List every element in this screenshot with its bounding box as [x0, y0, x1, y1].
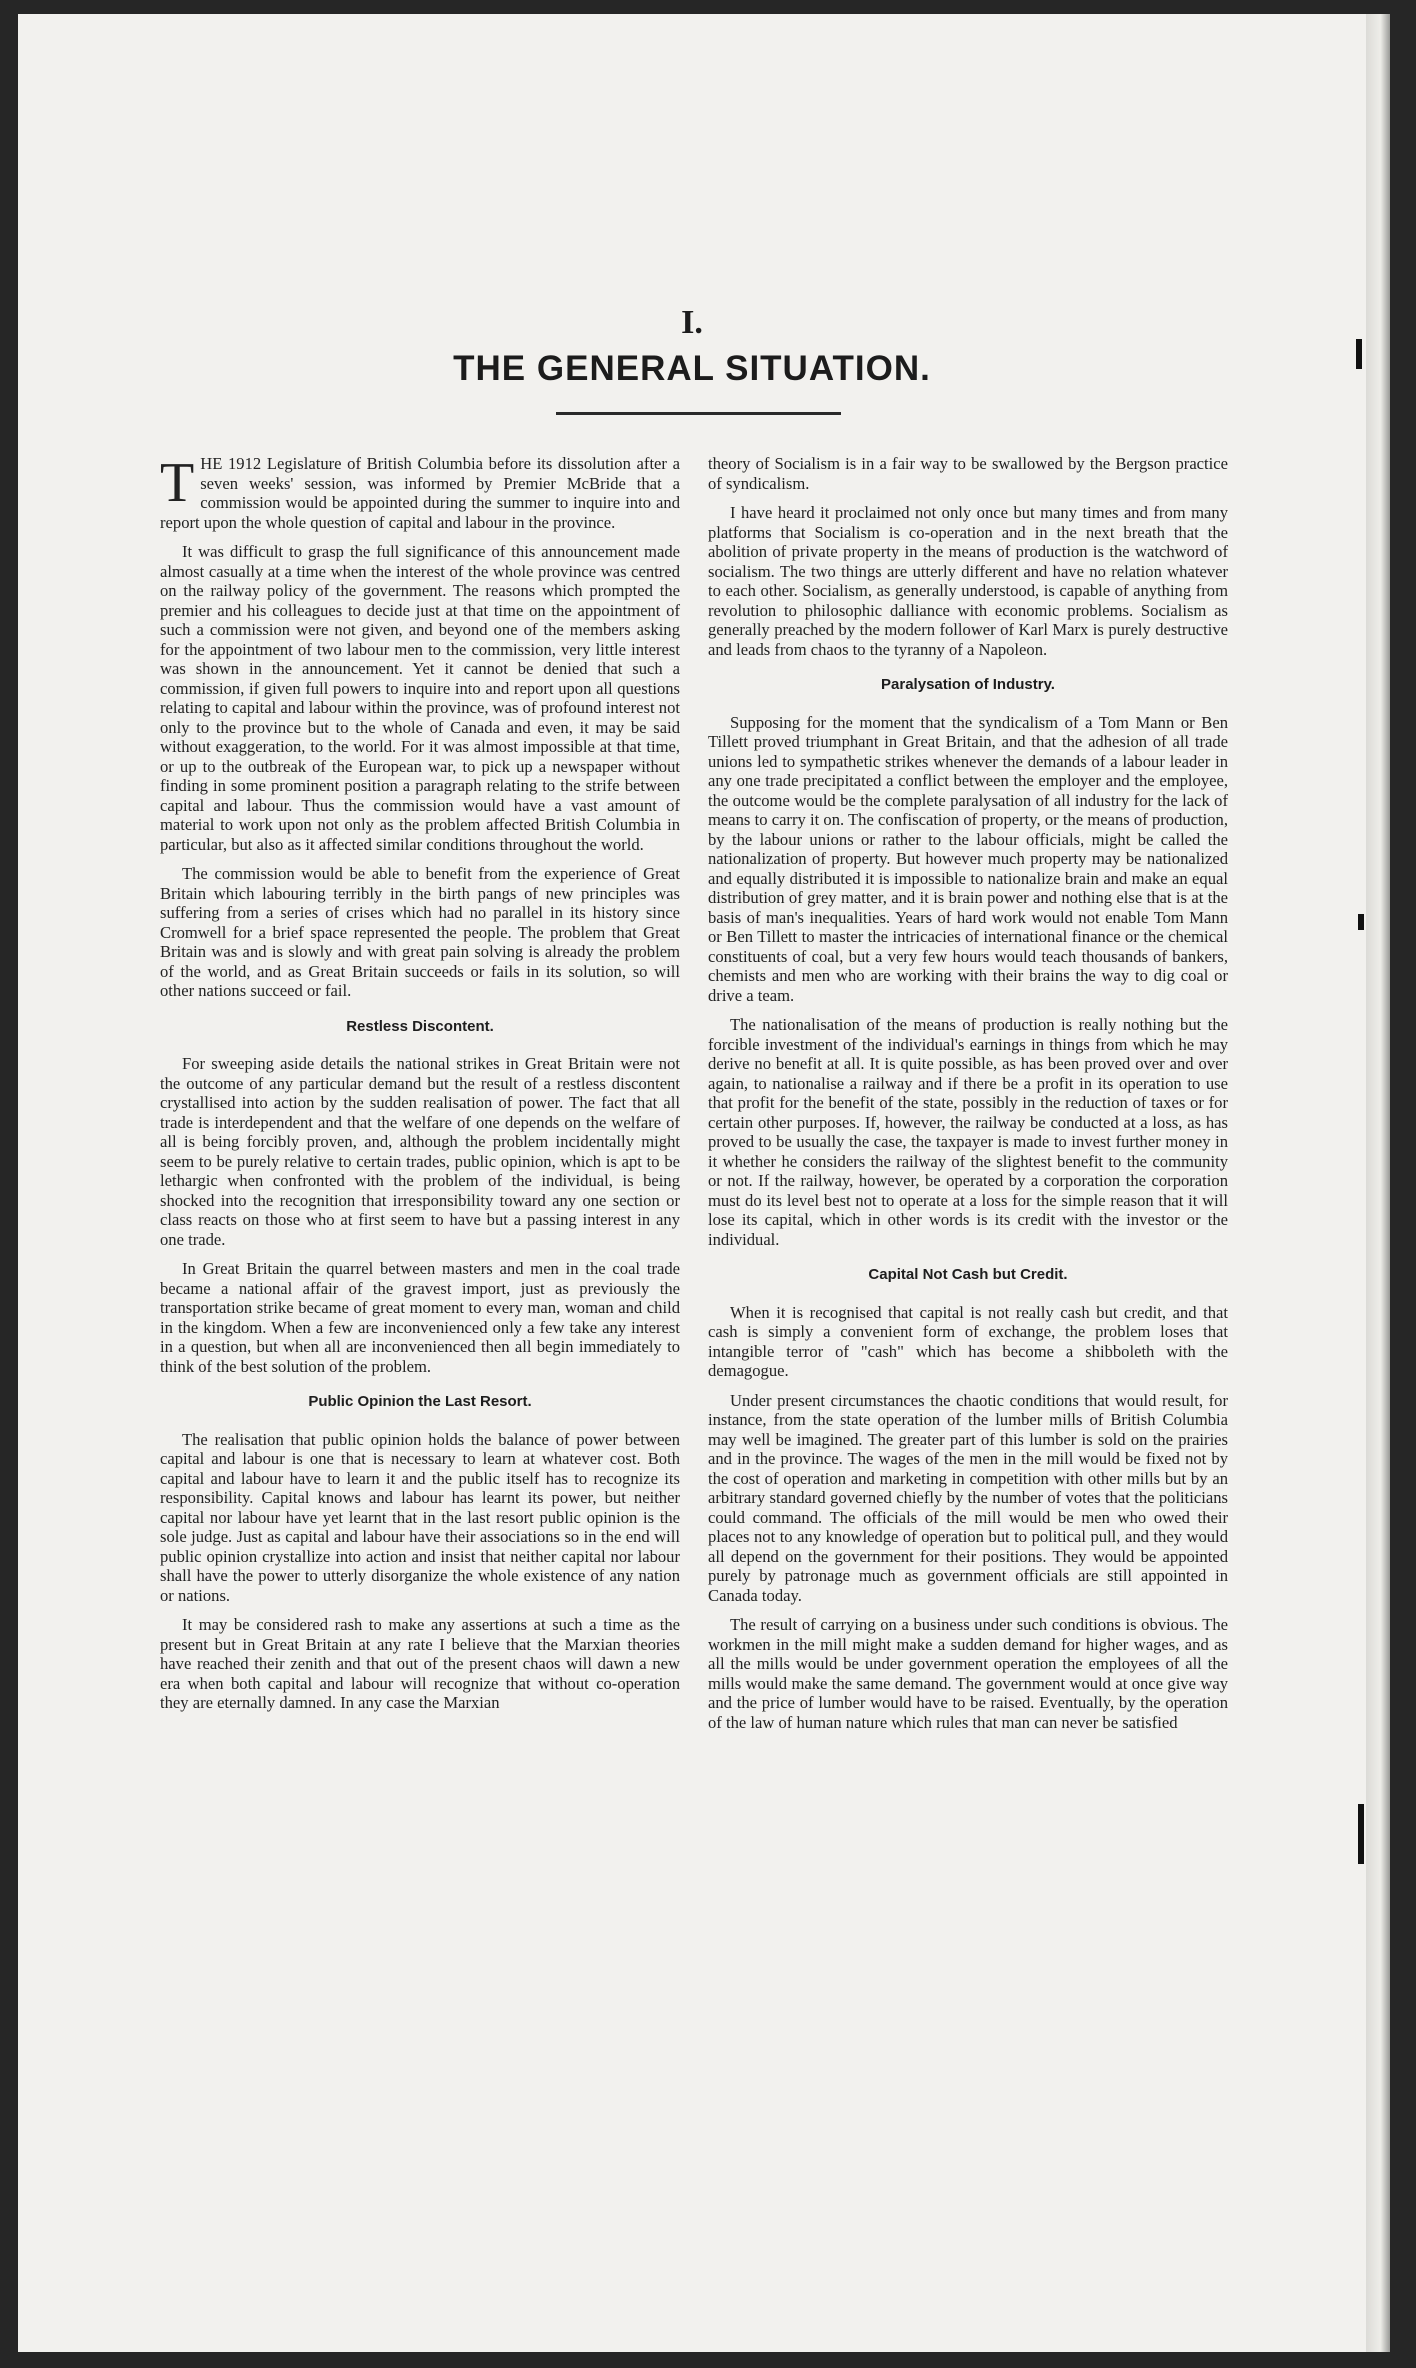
paragraph: Supposing for the moment that the syndicalism of a Tom Mann or Ben Tillett proved triumphant in Great Britain, and that the adhesion of all trade unions led to sympathetic strikes whenever the demands of a labour leader in any one trade precipitated a conflict between the employer and the employee, the outcome would be the complete paralysation of all industry for the lack of means to carry it on. The confiscation of property, or the means of production, by the labour unions or rather to the labour officials, might be called the nationalization of property. But however much property may be nationalized and equally distributed it is impossible to nationalize brain and make an equal distribution of grey matter, and it is brain power and nothing else that is at the basis of man's inequalities. Years of hard work would not enable Tom Mann or Ben Tillett to master the intricacies of international finance or the chemical constituents of coal, but a very few hours would teach thousands of bankers, chemists and men who are working with their brains the way to dig coal or drive a team. — [708, 712, 1228, 1005]
page-mark — [1358, 914, 1364, 930]
drop-cap: T — [160, 452, 195, 514]
chapter-number: I. — [681, 304, 703, 341]
paragraph: theory of Socialism is in a fair way to be swallowed by the Bergson practice of syndicalism. — [708, 454, 1228, 493]
page-mark — [1356, 339, 1362, 369]
paragraph — [160, 454, 680, 532]
section-heading: Capital Not Cash but Credit. — [868, 1266, 1068, 1283]
left-column — [160, 454, 680, 1723]
paragraph: I have heard it proclaimed not only once but many times and from many platforms that Socialism is co-operation and in the next breath that the abolition of private property in the means of production is the watchword of socialism. The two things are utterly different and have no relation whatever to each other. Socialism, as generally understood, is capable of anything from revolution to philosophic dalliance with economic problems. Socialism as generally preached by the modern follower of Karl Marx is purely destructive and leads from chaos to the tyranny of a Napoleon. — [708, 503, 1228, 659]
paragraph: When it is recognised that capital is not really cash but credit, and that cash is simply a convenient form of exchange, the problem loses that intangible terror of "cash" which has become a shibboleth with the demagogue. — [708, 1302, 1228, 1380]
adjacent-page-edge — [1366, 14, 1390, 2352]
paragraph: The realisation that public opinion holds the balance of power between capital and labour is one that is necessary to learn at whatever cost. Both capital and labour have to learn it and the public itself has to recognize its responsibility. Capital knows and labour has learnt its power, but neither capital nor labour have yet learnt that in the last resort public opinion is the sole judge. Just as capital and labour have their associations so in the end will public opinion crystallize into action and insist that neither capital nor labour shall have the power to utterly disorganize the whole existence of any nation or nations. — [160, 1429, 680, 1605]
paragraph: For sweeping aside details the national strikes in Great Britain were not the outcome of any particular demand but the result of a restless discontent crystallised into action by the sudden realisation of power. The fact that all trade is interdependent and that the welfare of one depends on the welfare of all is being forcibly proven, and, although the problem incidentally might seem to be purely relative to certain trades, public opinion, which is apt to be lethargic when confronted with the problem of the individual, is being shocked into the recognition that irresponsibility toward any one section or class reacts on those who at first seem to have but a passing interest in any one trade. — [160, 1054, 680, 1249]
section-heading: Paralysation of Industry. — [881, 676, 1055, 693]
paragraph: Under present circumstances the chaotic conditions that would result, for instance, from the state operation of the lumber mills of British Columbia may well be imagined. The greater part of this lumber is sold on the prairies and in the province. The wages of the men in the mill would be fixed not by the cost of operation and marketing in competition with other mills but by an arbitrary standard governed chiefly by the number of votes that the politicians could command. The officials of the mill would be men who owed their places not to any knowledge of operation but to political pull, and they would all depend on the government for their positions. They would be appointed purely by patronage much as government officials are still appointed in Canada today. — [708, 1390, 1228, 1605]
paragraph-text: HE 1912 Legislature of British Columbia before its dissolution after a seven weeks' session, was informed by Premier McBride that a commission would be appointed during the summer to inquire into and report upon the whole question of capital and labour in the province. — [160, 454, 680, 532]
paragraph: It was difficult to grasp the full significance of this announcement made almost casually at a time when the interest of the whole province was centred on the railway policy of the government. The reasons which prompted the premier and his colleagues to decide just at that time on the appointment of such a commission were not given, and beyond one of the members asking for the appointment of two labour men to the commission, very little interest was shown in the announcement. Yet it cannot be denied that such a commission, if given full powers to inquire into and report upon all questions relating to capital and labour within the province, was of profound interest not only to the province but to the whole of Canada and even, it may be said without exaggeration, to the world. For it was almost impossible at that time, or up to the outbreak of the European war, to pick up a newspaper without finding in some prominent position a paragraph relating to the strife between capital and labour. Thus the commission would have a vast amount of material to work upon not only as the problem affected British Columbia in particular, but also as it affected similar conditions throughout the world. — [160, 542, 680, 854]
paragraph: In Great Britain the quarrel between masters and men in the coal trade became a national affair of the gravest import, just as previously the transportation strike became of great moment to every man, woman and child in the kingdom. When a few are inconvenienced only a few take any interest in a question, but when all are inconvenienced then all begin immediately to think of the best solution of the problem. — [160, 1259, 680, 1376]
right-column — [708, 454, 1228, 1742]
paragraph: The commission would be able to benefit from the experience of Great Britain which labouring terribly in the birth pangs of new principles was suffering from a series of crises which had no parallel in its history since Cromwell for a brief space represented the people. The problem that Great Britain was and is slowly and with great pain solving is already the problem of the world, and as Great Britain succeeds or fails in its solution, so will other nations succeed or fail. — [160, 864, 680, 1000]
paragraph: The result of carrying on a business under such conditions is obvious. The workmen in the mill might make a sudden demand for higher wages, and as all the mills would be under government operation the employees of all the mills would make the same demand. The government would at once give way and the price of lumber would have to be raised. Eventually, by the operation of the law of human nature which rules that man can never be satisfied — [708, 1615, 1228, 1732]
paragraph: It may be considered rash to make any assertions at such a time as the present but in Great Britain at any rate I believe that the Marxian theories have reached their zenith and that out of the present chaos will dawn a new era when both capital and labour will recognize that without co-operation they are eternally damned. In any case the Marxian — [160, 1615, 680, 1712]
section-heading: Restless Discontent. — [346, 1017, 494, 1035]
document-page — [18, 14, 1366, 2352]
chapter-title: THE GENERAL SITUATION. — [453, 349, 931, 388]
paragraph: The nationalisation of the means of production is really nothing but the forcible investment of the individual's earnings in things from which he may derive no benefit at all. It is quite possible, as has been proved over and over again, to nationalise a railway and if there be a profit in its operation to use that profit for the benefit of the state, possibly in the reduction of taxes or for certain other purposes. If, however, the railway be conducted at a loss, as has proved to be usually the case, the taxpayer is made to invest further money in it whether he considers the railway of the slightest benefit to the community or not. If the railway, however, be operated by a corporation the corporation must do its level best not to operate at a loss for the simple reason that it will lose its capital, which in other words is its credit with the investor or the individual. — [708, 1015, 1228, 1249]
title-rule — [556, 412, 841, 415]
section-heading: Public Opinion the Last Resort. — [308, 1393, 532, 1410]
page-mark — [1358, 1804, 1364, 1864]
